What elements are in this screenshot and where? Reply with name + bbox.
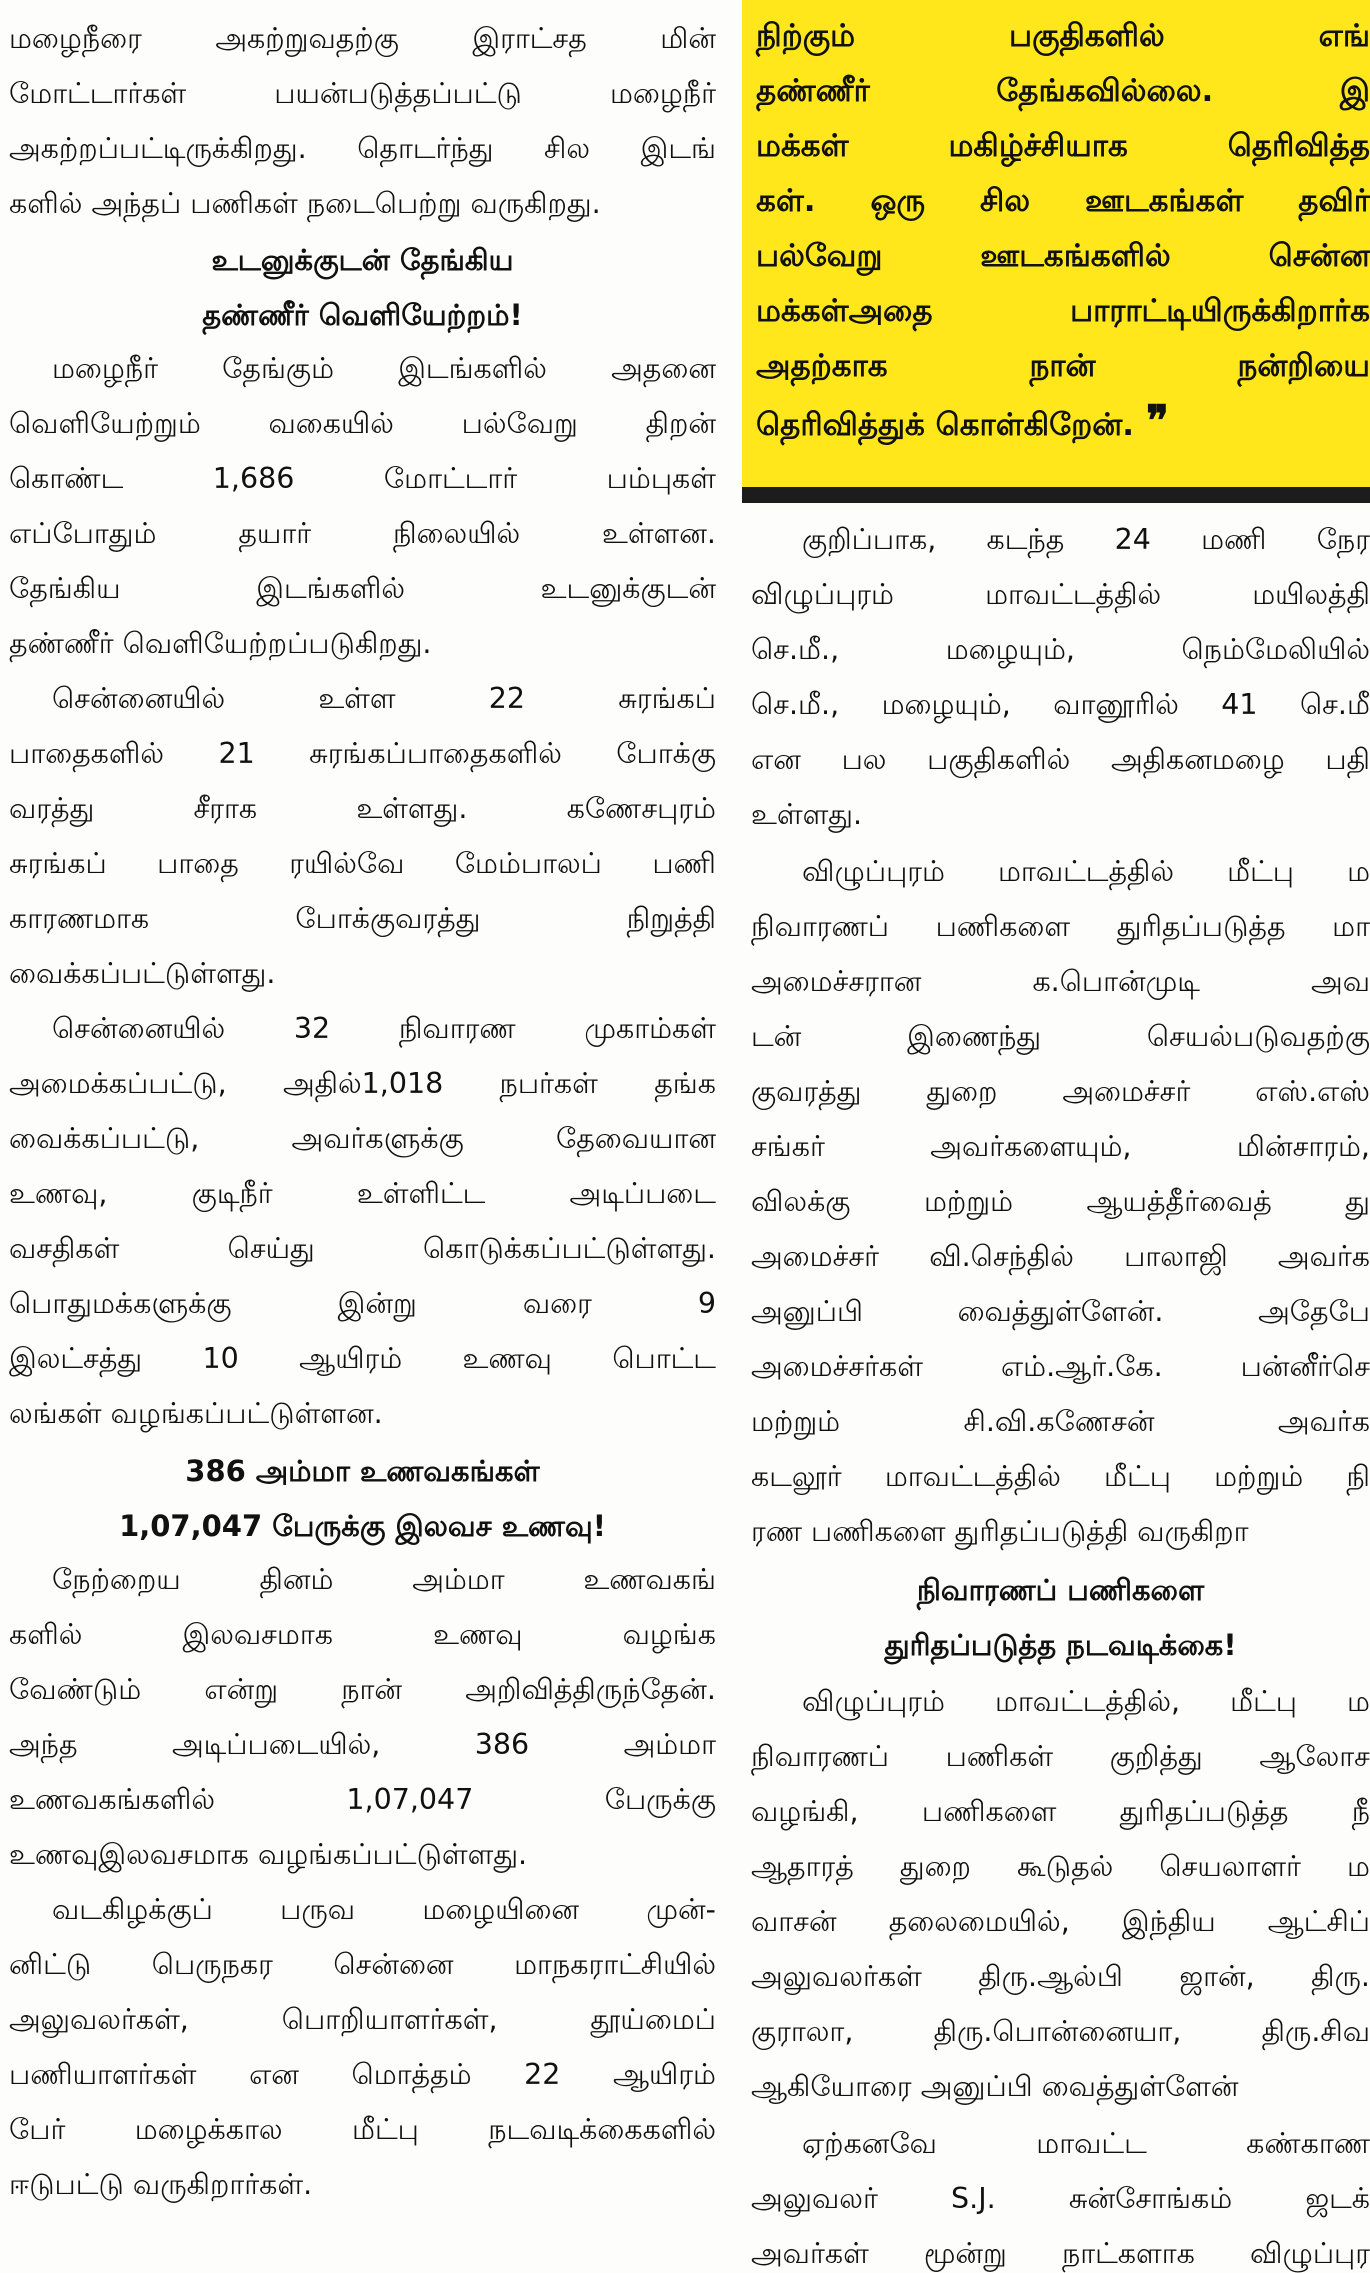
text-line: நிவாரணப் பணிகள் குறித்து ஆலோச — [751, 1740, 1370, 1773]
section-heading: உடனுக்குடன் தேங்கிய — [211, 243, 514, 277]
pull-quote-line: நிற்கும் பகுதிகளில் எங் — [756, 18, 1370, 54]
text-line: அந்த அடிப்படையில், 386 அம்மா — [9, 1728, 716, 1761]
text-line: ஆகியோரை அனுப்பி வைத்துள்ளேன் — [751, 2070, 1239, 2103]
text-line: குராலா, திரு.பொன்னையா, திரு.சிவ — [751, 2015, 1370, 2048]
text-line: காரணமாக போக்குவரத்து நிறுத்தி — [9, 902, 716, 935]
text-line: விழுப்புரம் மாவட்டத்தில், மீட்பு ம — [802, 1685, 1370, 1718]
text-line: களில் அந்தப் பணிகள் நடைபெற்று வருகிறது. — [9, 187, 601, 220]
text-line: ஈடுபட்டு வருகிறார்கள். — [9, 2168, 313, 2201]
text-line: வரத்து சீராக உள்ளது. கணேசபுரம் — [9, 792, 716, 825]
text-line: குறிப்பாக, கடந்த 24 மணி நேர — [802, 523, 1370, 556]
text-line: அமைச்சர் வி.செந்தில் பாலாஜி அவர்க — [751, 1240, 1370, 1273]
text-line: அலுவலர் S.J. சுன்சோங்கம் ஜடக் — [751, 2182, 1370, 2215]
text-line: நிவாரணப் பணிகளை துரிதப்படுத்த மா — [751, 910, 1370, 943]
text-line: வேண்டும் என்று நான் அறிவித்திருந்தேன். — [9, 1673, 716, 1706]
text-line: என பல பகுதிகளில் அதிகனமழை பதி — [751, 743, 1370, 776]
text-line: கொண்ட 1,686 மோட்டார் பம்புகள் — [9, 462, 716, 495]
text-line: ரண பணிகளை துரிதப்படுத்தி வருகிறா — [751, 1515, 1249, 1548]
text-line: ஏற்கனவே மாவட்ட கண்காண — [802, 2127, 1370, 2160]
text-line: தண்ணீர் வெளியேற்றப்படுகிறது. — [9, 627, 432, 660]
text-line: மற்றும் சி.வி.கணேசன் அவர்க — [751, 1405, 1370, 1438]
section-heading: 1,07,047 பேருக்கு இலவச உணவு! — [119, 1509, 606, 1543]
text-line: அவர்கள் மூன்று நாட்களாக விழுப்புர — [751, 2237, 1370, 2270]
text-line: அகற்றப்பட்டிருக்கிறது. தொடர்ந்து சில இடங் — [9, 132, 716, 165]
text-line: வாசன் தலைமையில், இந்திய ஆட்சிப் — [751, 1905, 1370, 1938]
text-line: தேங்கிய இடங்களில் உடனுக்குடன் — [9, 572, 716, 605]
text-line: உணவகங்களில் 1,07,047 பேருக்கு — [9, 1783, 716, 1816]
text-line: களில் இலவசமாக உணவு வழங்க — [9, 1618, 716, 1651]
text-line: வெளியேற்றும் வகையில் பல்வேறு திறன் — [9, 407, 716, 440]
text-line: வசதிகள் செய்து கொடுக்கப்பட்டுள்ளது. — [9, 1232, 716, 1265]
text-line: உள்ளது. — [751, 798, 863, 831]
pull-quote-line: மக்கள்அதை பாராட்டியிருக்கிறார்க — [756, 293, 1370, 329]
pull-quote-line: தெரிவித்துக் கொள்கிறேன். ❞ — [756, 396, 1169, 445]
text-line: சங்கர் அவர்களையும், மின்சாரம், — [751, 1130, 1370, 1163]
text-line: அமைச்சரான க.பொன்முடி அவ — [751, 965, 1370, 998]
text-line: அனுப்பி வைத்துள்ளேன். அதேபே — [751, 1295, 1370, 1328]
text-line: ஆதாரத் துறை கூடுதல் செயலாளர் ம — [751, 1850, 1370, 1883]
text-line: குவரத்து துறை அமைச்சர் எஸ்.எஸ் — [751, 1075, 1370, 1108]
text-line: அமைக்கப்பட்டு, அதில்1,018 நபர்கள் தங்க — [9, 1067, 716, 1100]
text-line: சென்னையில் 32 நிவாரண முகாம்கள் — [52, 1012, 716, 1045]
text-line: பணியாளர்கள் என மொத்தம் 22 ஆயிரம் — [9, 2058, 716, 2091]
pull-quote-box — [742, 0, 1370, 503]
text-line: உணவு, குடிநீர் உள்ளிட்ட அடிப்படை — [9, 1177, 716, 1210]
text-line: பொதுமக்களுக்கு இன்று வரை 9 — [9, 1287, 716, 1320]
text-line: விழுப்புரம் மாவட்டத்தில் மீட்பு ம — [802, 855, 1370, 888]
pull-quote-line: கள். ஒரு சில ஊடகங்கள் தவிர் — [756, 183, 1370, 219]
right-column — [742, 0, 1370, 2270]
text-line: நேற்றைய தினம் அம்மா உணவகங் — [52, 1563, 716, 1596]
text-line: சென்னையில் உள்ள 22 சுரங்கப் — [52, 682, 716, 715]
close-quote-icon: ❞ — [1146, 396, 1169, 445]
text-line: கடலூர் மாவட்டத்தில் மீட்பு மற்றும் நி — [751, 1460, 1370, 1493]
text-line: சுரங்கப் பாதை ரயில்வே மேம்பாலப் பணி — [9, 847, 716, 880]
text-line: உணவுஇலவசமாக வழங்கப்பட்டுள்ளது. — [9, 1838, 528, 1871]
text-line: வடகிழக்குப் பருவ மழையினை முன்- — [52, 1893, 716, 1926]
text-line: மோட்டார்கள் பயன்படுத்தப்பட்டு மழைநீர் — [9, 77, 716, 110]
text-line: லங்கள் வழங்கப்பட்டுள்ளன. — [9, 1397, 383, 1430]
text-line: பாதைகளில் 21 சுரங்கப்பாதைகளில் போக்கு — [9, 737, 716, 770]
section-heading: நிவாரணப் பணிகளை — [916, 1573, 1205, 1607]
text-line: விழுப்புரம் மாவட்டத்தில் மயிலத்தி — [751, 578, 1370, 611]
text-line: எப்போதும் தயார் நிலையில் உள்ளன. — [9, 517, 716, 550]
text-line: செ.மீ., மழையும், வானூரில் 41 செ.மீ — [751, 688, 1370, 721]
pull-quote-line: அதற்காக நான் நன்றியை — [756, 348, 1370, 384]
text-line: மழைநீர் தேங்கும் இடங்களில் அதனை — [52, 352, 716, 385]
text-line: இலட்சத்து 10 ஆயிரம் உணவு பொட்ட — [9, 1342, 716, 1375]
text-line: னிட்டு பெருநகர சென்னை மாநகராட்சியில் — [9, 1948, 716, 1981]
text-line: அலுவலர்கள், பொறியாளர்கள், தூய்மைப் — [9, 2003, 716, 2036]
section-heading: 386 அம்மா உணவகங்கள் — [185, 1454, 540, 1488]
text-line: செ.மீ., மழையும், நெம்மேலியில் — [751, 633, 1370, 666]
section-heading: துரிதப்படுத்த நடவடிக்கை! — [884, 1628, 1237, 1662]
pull-quote-line: பல்வேறு ஊடகங்களில் சென்ன — [756, 238, 1370, 274]
text-line: மழைநீரை அகற்றுவதற்கு இராட்சத மின் — [9, 22, 716, 55]
section-heading: தண்ணீர் வெளியேற்றம்! — [202, 298, 523, 332]
text-line: அமைச்சர்கள் எம்.ஆர்.கே. பன்னீர்செ — [751, 1350, 1370, 1383]
text-line: விலக்கு மற்றும் ஆயத்தீர்வைத் து — [751, 1185, 1370, 1218]
text-line: பேர் மழைக்கால மீட்பு நடவடிக்கைகளில் — [9, 2113, 716, 2146]
pull-quote-line: தண்ணீர் தேங்கவில்லை. இ — [756, 73, 1370, 109]
text-line: அலுவலர்கள் திரு.ஆல்பி ஜான், திரு. — [751, 1960, 1370, 1993]
text-line: டன் இணைந்து செயல்படுவதற்கு — [751, 1020, 1370, 1053]
text-line: வழங்கி, பணிகளை துரிதப்படுத்த நீ — [751, 1795, 1370, 1828]
text-line: வைக்கப்பட்டுள்ளது. — [9, 957, 276, 990]
pull-quote-line: மக்கள் மகிழ்ச்சியாக தெரிவித்த — [756, 128, 1370, 164]
text-line: வைக்கப்பட்டு, அவர்களுக்கு தேவையான — [9, 1122, 716, 1155]
